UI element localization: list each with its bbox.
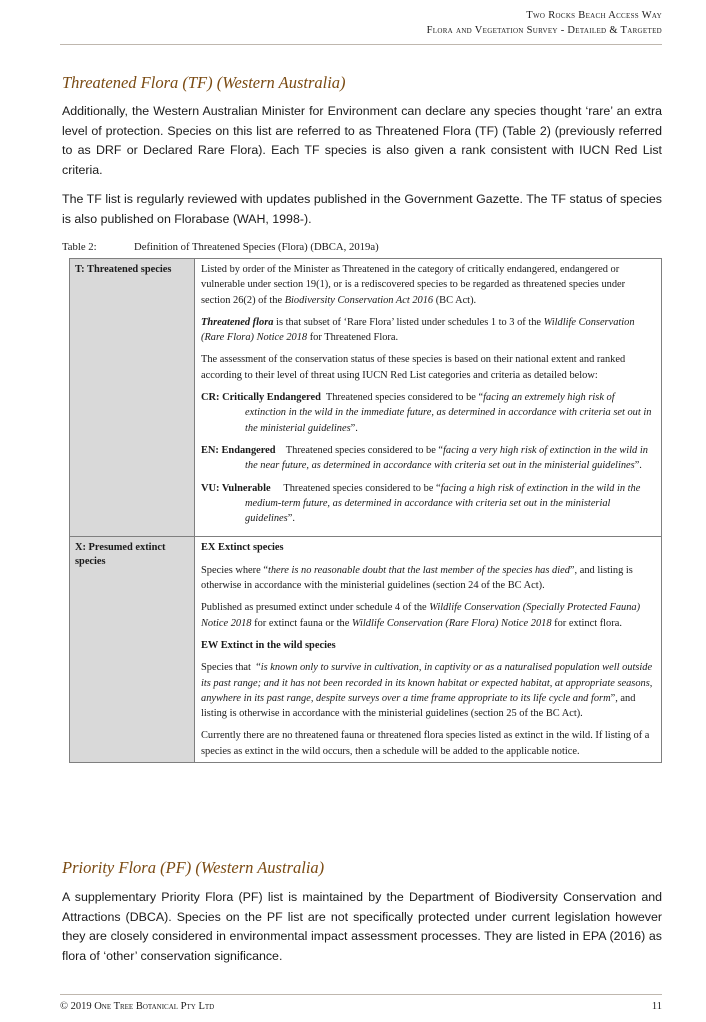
- header-project-title: Two Rocks Beach Access Way: [526, 10, 662, 21]
- quote-text: there is no reasonable doubt that the last member of the species has died: [267, 564, 570, 576]
- header-report-title: Flora and Vegetation Survey - Detailed & Targeted: [426, 25, 662, 36]
- text-span: ”.: [287, 513, 295, 525]
- notice-name: Wildlife Conservation (Specially Protected Fauna) Notice 2018: [201, 602, 641, 629]
- section-heading-priority-flora: Priority Flora (PF) (Western Australia): [62, 858, 325, 877]
- text-span: ”, and listing is otherwise in accordance with the ministerial guidelines (section 24 of the BC Act).: [201, 564, 633, 592]
- category-endangered: [201, 443, 655, 474]
- category-label: VU: Vulnerable: [201, 482, 271, 494]
- definition-paragraph: The assessment of the conservation status of these species is based on their national extent and ranked according to their level of threat using IUCN Red List categories and criteria as detailed below:: [201, 354, 626, 381]
- text-span: for Threatened Flora.: [307, 332, 399, 344]
- text-span: ”.: [634, 460, 642, 472]
- subheading-extinct: EX Extinct species: [201, 542, 284, 554]
- definition-paragraph: [201, 563, 655, 594]
- text-span: Threatened species considered to be “: [275, 444, 444, 456]
- text-span: Published as presumed extinct under schedule 4 of the: [201, 602, 430, 614]
- text-span: Listed by order of the Minister as Threatened in the category of critically endangered, endangered or vulnerable under section 19(1), or is a rediscovered species to be regarded as threatened species under section 26(2) of the: [201, 264, 626, 306]
- definition-paragraph: [201, 600, 655, 631]
- page-footer: [60, 994, 662, 1012]
- table-caption: [62, 241, 379, 253]
- row-label-threatened: T: Threatened species: [70, 259, 195, 537]
- table-caption-text: Definition of Threatened Species (Flora) (DBCA, 2019a): [134, 241, 379, 253]
- text-span: Threatened species considered to be “: [320, 392, 484, 404]
- table-row: [70, 537, 662, 763]
- category-quote: facing an extremely high risk of extinction in the wild in the immediate future, as determined in accordance with criteria set out in the ministerial guidelines: [245, 392, 652, 434]
- notice-name: Wildlife Conservation (Rare Flora) Notice 2018: [351, 617, 552, 629]
- category-label: EN: Endangered: [201, 444, 276, 456]
- paragraph-tf-list: The TF list is regularly reviewed with updates published in the Government Gazette. The TF status of species is also published on Florabase (WAH, 1998-).: [62, 192, 662, 226]
- term-threatened-flora: Threatened flora: [201, 316, 274, 328]
- definition-paragraph: [201, 660, 655, 721]
- text-span: ”, and listing is otherwise in accordance with the ministerial guidelines (section 25 of the BC Act).: [201, 692, 636, 720]
- notice-name: Wildlife Conservation (Rare Flora) Notice 2018: [201, 316, 635, 344]
- footer-copyright: © 2019 One Tree Botanical Pty Ltd: [60, 1001, 215, 1012]
- row-definition-threatened: [195, 259, 662, 537]
- page-number: 11: [651, 1001, 662, 1012]
- subheading-extinct-in-wild: EW Extinct in the wild species: [201, 639, 336, 651]
- section-heading-threatened-flora: Threatened Flora (TF) (Western Australia): [62, 73, 346, 92]
- category-vulnerable: [201, 481, 655, 527]
- category-label: CR: Critically Endangered: [201, 392, 321, 404]
- row-definition-presumed-extinct: [195, 537, 662, 763]
- act-name: Biodiversity Conservation Act 2016: [284, 294, 434, 306]
- quote-text: is known only to survive in cultivation, in captivity or as a naturalised population well outside its past range; and it has not been recorded in its known habitat or expected habitat, at appropriate seasons, anywhere in its past range, despite surveys over a time frame appropriate to its life cycle and form: [201, 662, 653, 704]
- page-header: [60, 8, 662, 45]
- category-critically-endangered: [201, 390, 655, 436]
- text-span: Species that “: [201, 662, 261, 674]
- paragraph-pf-intro: A supplementary Priority Flora (PF) list is maintained by the Department of Biodiversity Conservation and Attractions (DBCA). Species on the PF list are not specifically protected under current legislation however they are closely considered in environmental impact assessment processes. They are listed in EPA (2016) as flora of ‘other’ conservation significance.: [62, 890, 662, 963]
- text-span: for extinct fauna or the: [251, 617, 352, 629]
- table-row: [70, 259, 662, 537]
- text-span: is that subset of ‘Rare Flora’ listed under schedules 1 to 3 of the: [273, 316, 544, 328]
- table-caption-number: Table 2:: [62, 241, 97, 253]
- category-quote: facing a high risk of extinction in the wild in the medium-term future, as determined in accordance with criteria set out in the ministerial guidelines: [245, 482, 641, 525]
- definition-paragraph: [201, 315, 655, 346]
- text-span: for extinct flora.: [551, 617, 622, 629]
- text-span: Threatened species considered to be “: [270, 482, 441, 494]
- definition-table: [69, 258, 662, 763]
- text-span: Species where “: [201, 564, 268, 576]
- category-quote: facing a very high risk of extinction in the wild in the near future, as determined in accordance with criteria set out in the ministerial guidelines: [245, 444, 648, 472]
- text-span: (BC Act).: [433, 294, 477, 306]
- definition-paragraph: Currently there are no threatened fauna or threatened flora species listed as extinct in the wild. If listing of a species as extinct in the wild occurs, then a schedule will be added to the applicable notice.: [201, 730, 650, 757]
- row-label-presumed-extinct: X: Presumed extinct species: [70, 537, 195, 763]
- definition-paragraph: [201, 262, 655, 308]
- text-span: ”.: [350, 422, 358, 434]
- paragraph-tf-intro: Additionally, the Western Australian Minister for Environment can declare any species thought ‘rare’ an extra level of protection. Species on this list are referred to as Threatened Flora (TF) (Table 2) (previously referred to as DRF or Declared Rare Flora). Each TF species is also given a rank consistent with IUCN Red List criteria.: [62, 104, 662, 177]
